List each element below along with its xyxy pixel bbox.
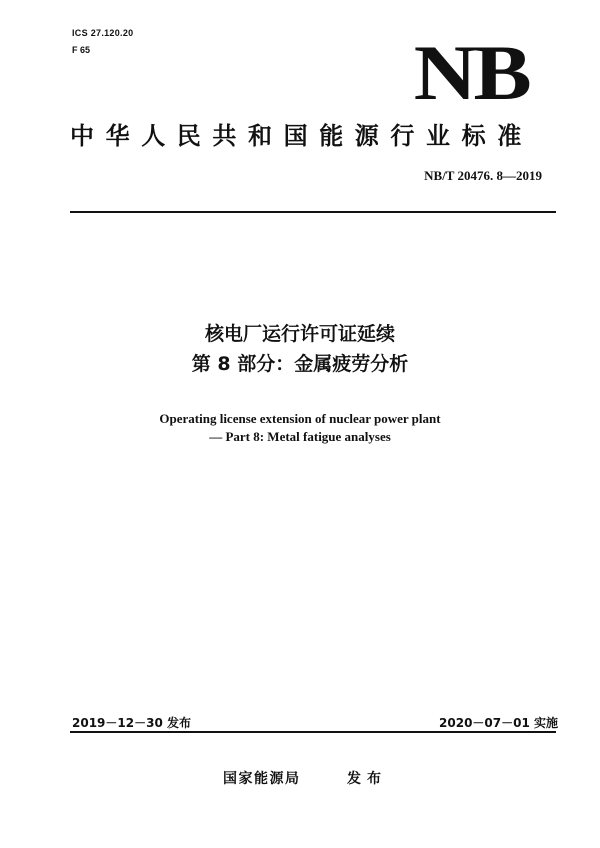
bottom-divider bbox=[70, 731, 556, 733]
english-title bbox=[0, 410, 600, 446]
chinese-title-line-1: 核电厂运行许可证延续 bbox=[204, 323, 395, 345]
nb-logo: NB bbox=[413, 29, 528, 116]
publish-date: 2019－12－30 发布 bbox=[72, 716, 191, 730]
ccs-code: F 65 bbox=[72, 45, 91, 55]
issuing-authority: 国家能源局 bbox=[223, 771, 301, 787]
english-title-line-2: — Part 8: Metal fatigue analyses bbox=[209, 429, 391, 444]
standard-category-title: 中华人民共和国能源行业标准 bbox=[70, 122, 533, 150]
top-divider bbox=[70, 211, 556, 213]
standard-number: NB/T 20476. 8—2019 bbox=[424, 168, 542, 183]
chinese-title bbox=[0, 319, 600, 379]
issue-label: 发布 bbox=[347, 771, 387, 787]
implement-date: 2020－07－01 实施 bbox=[439, 716, 558, 730]
chinese-title-line-2: 第 8 部分：金属疲劳分析 bbox=[191, 353, 409, 375]
english-title-line-1: Operating license extension of nuclear power plant bbox=[159, 411, 441, 426]
ics-code: ICS 27.120.20 bbox=[72, 28, 134, 38]
